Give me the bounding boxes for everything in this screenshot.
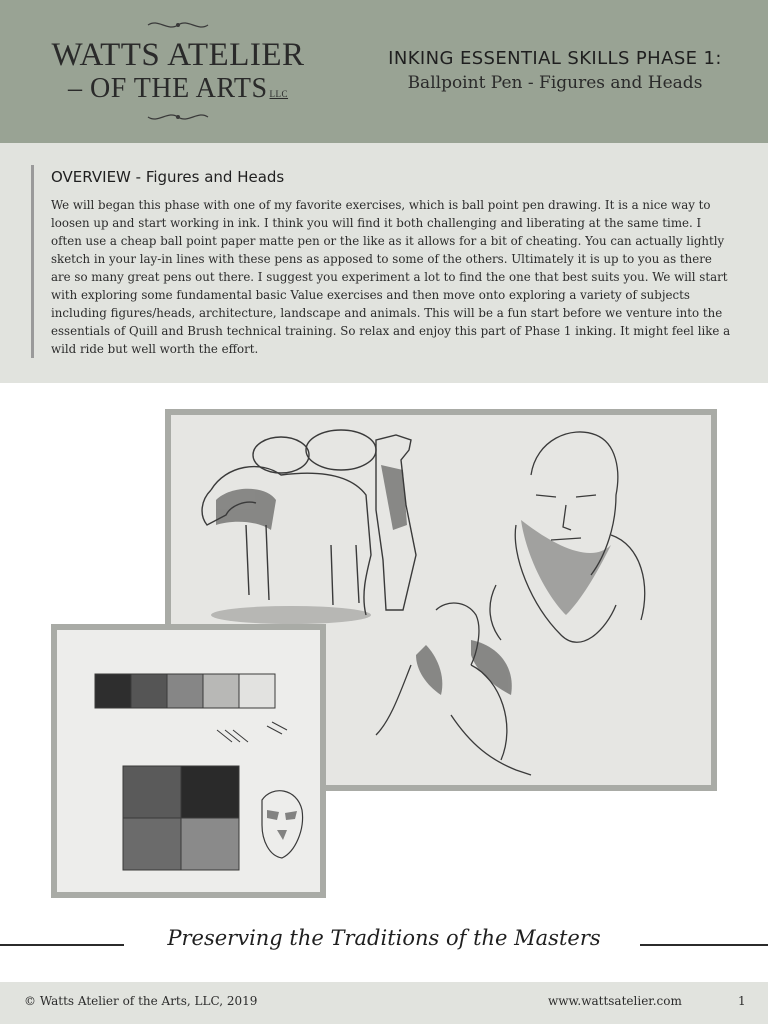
document-title-block bbox=[350, 48, 760, 93]
page-footer bbox=[0, 982, 768, 1024]
logo-llc: LLC bbox=[269, 89, 289, 99]
sketch-value-exercises-image bbox=[51, 624, 326, 898]
tagline-rule-left bbox=[0, 944, 124, 946]
copyright-text: © Watts Atelier of the Arts, LLC, 2019 bbox=[24, 994, 258, 1008]
value-exercises-drawing bbox=[57, 630, 320, 892]
page-header bbox=[0, 0, 768, 143]
document-subtitle: Ballpoint Pen - Figures and Heads bbox=[407, 73, 703, 93]
document-title: INKING ESSENTIAL SKILLS PHASE 1: bbox=[388, 48, 722, 69]
logo-flourish-top bbox=[40, 18, 316, 35]
overview-accent-bar bbox=[31, 165, 34, 358]
page-number: 1 bbox=[738, 994, 746, 1008]
overview-body: We will began this phase with one of my favorite exercises, which is ball point pen drawing. It is a nice way to loosen up and start working in ink. I think you will find it both challenging and liberating at the same time. I often use a cheap ball point paper matte pen or the like as it allows for a bit of cheating. You can actually lightly sketch in your lay-in lines with these pens as apposed to some of the others. Ultimately it is up to you as there are so many great pens out there. I suggest you experiment a lot to find the one that best suits you. We will start with exploring some fundamental basic Value exercises and then move onto exploring a variety of subjects including figures/heads, architecture, landscape and animals. This will be a fun start before we venture into the essentials of Quill and Brush technical training. So relax and enjoy this part of Phase 1 inking. It might feel like a wild ride but well worth the effort. bbox=[51, 198, 731, 356]
sketch-paper bbox=[57, 630, 320, 892]
website-link[interactable]: www.wattsatelier.com bbox=[548, 994, 682, 1008]
overview-heading: OVERVIEW - Figures and Heads bbox=[51, 168, 285, 186]
tagline: Preserving the Traditions of the Masters bbox=[167, 926, 601, 950]
tagline-rule-right bbox=[640, 944, 768, 946]
logo-name-line2 bbox=[40, 73, 316, 110]
logo-name-line1: WATTS ATELIER bbox=[51, 37, 305, 73]
overview-section bbox=[0, 143, 768, 383]
watts-atelier-logo bbox=[40, 18, 316, 126]
logo-flourish-bottom bbox=[40, 110, 316, 127]
logo-name-text: – OF THE ARTS bbox=[67, 73, 268, 104]
